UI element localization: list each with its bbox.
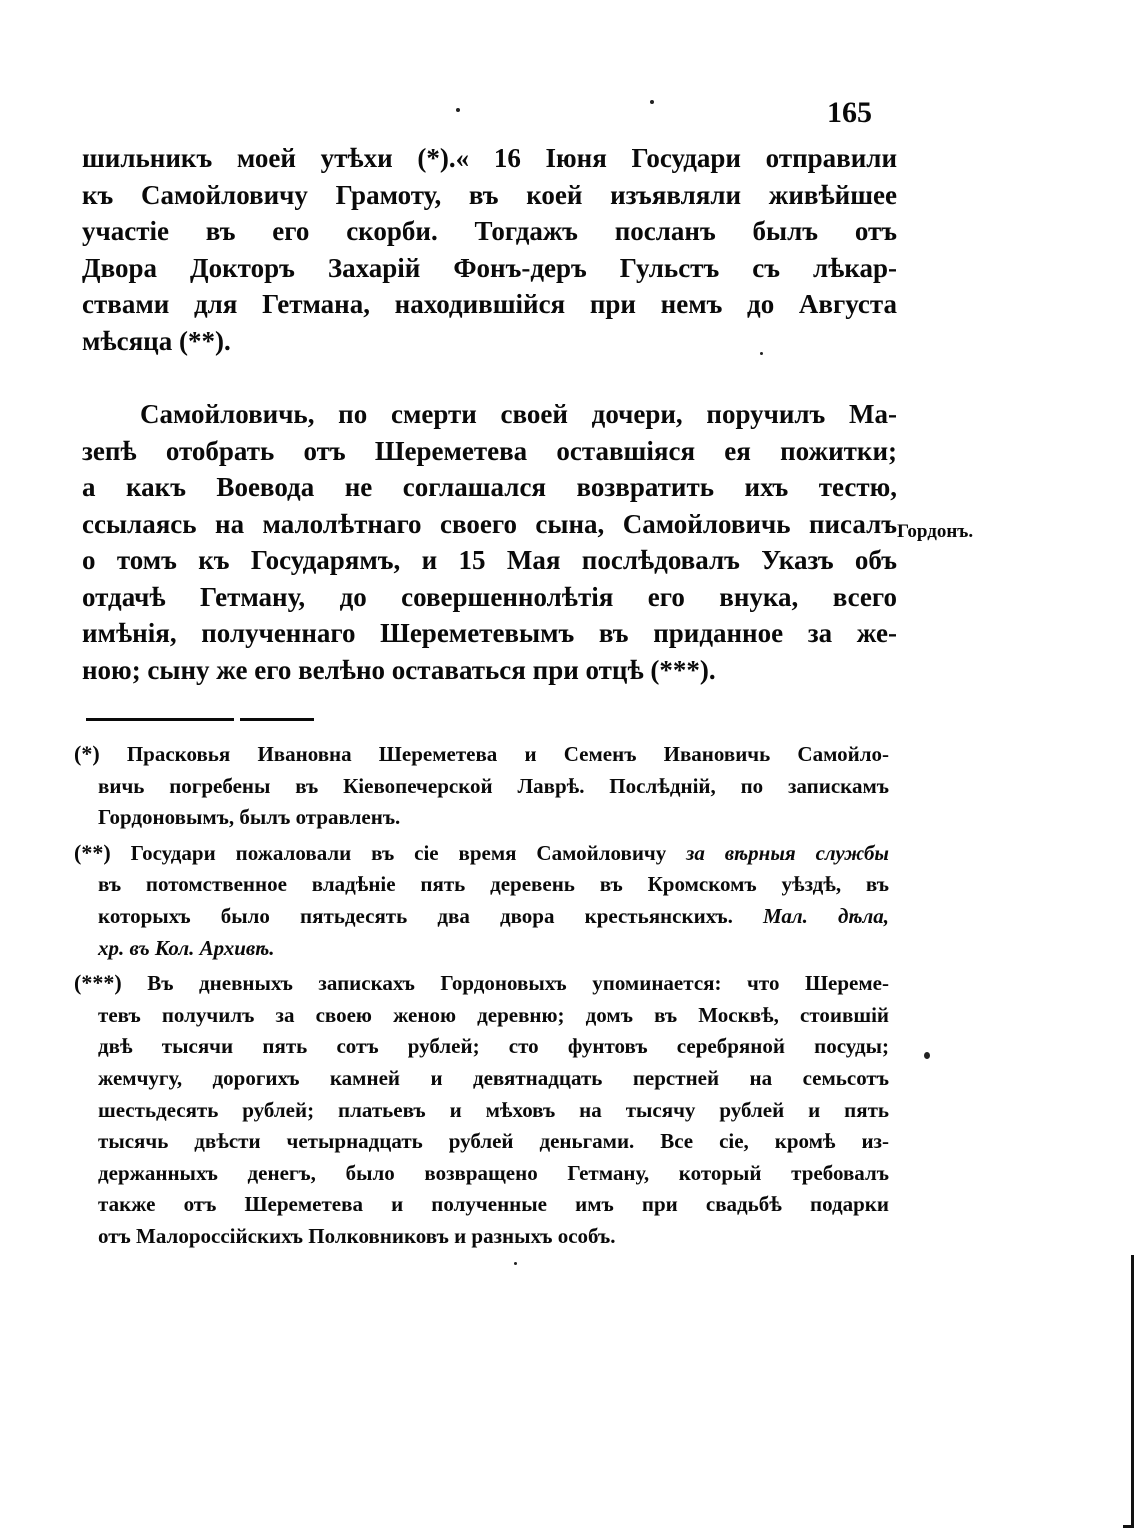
footnote-2 — [74, 837, 889, 964]
text-line: отдачѣ Гетману, до совершеннолѣтія его внука, всего — [82, 581, 897, 612]
text-line: имѣнія, полученнаго Шереметевымъ въ приданное за же- — [82, 618, 897, 648]
footnote-line: (*) Прасковья Ивановна Шереметева и Семенъ Ивановичь Самойло- — [74, 741, 889, 766]
text-line: ною; сыну же его велѣно оставаться при отцѣ (***). — [82, 654, 716, 685]
footnote-marker: (*) — [74, 741, 100, 766]
text-line: Самойловичь, по смерти своей дочери, поручилъ Ма- — [140, 399, 897, 429]
footnote-marker: (***) — [74, 970, 122, 996]
footnote-1 — [74, 738, 889, 834]
ink-speck — [924, 1052, 930, 1059]
footnote-line: хр. въ Кол. Архивѣ. — [98, 935, 275, 960]
text-line: участіе въ его скорби. Тогдажъ посланъ былъ отъ — [82, 216, 897, 246]
text-line: шильникъ моей утѣхи (*).« 16 Іюня Государи отправили — [82, 143, 897, 173]
ink-speck — [760, 352, 763, 355]
footnotes — [74, 738, 889, 1256]
footnote-line: (**) Государи пожаловали въ сіе время Самойловичу за вѣрныя службы — [74, 839, 889, 865]
text-line: о томъ къ Государямъ, и 15 Мая послѣдовалъ Указъ объ — [82, 545, 897, 575]
text-line: Двора Докторъ Захарій Фонъ-деръ Гульстъ съ лѣкар- — [82, 252, 897, 283]
footnote-line: двѣ тысячи пять сотъ рублей; сто фунтовъ серебряной посуды; — [98, 1034, 889, 1059]
ink-speck — [514, 1262, 517, 1265]
margin-note: Гордонъ. — [897, 521, 974, 542]
ink-speck — [456, 108, 460, 112]
ink-speck — [650, 100, 654, 104]
footnote-line: тысячь двѣсти четырнадцать рублей деньгами. Все сіе, кромѣ из- — [98, 1129, 889, 1154]
footnote-line: шестьдесять рублей; платьевъ и мѣховъ на тысячу рублей и пять — [98, 1097, 889, 1122]
text-line: ссылаясь на малолѣтнаго своего сына, Самойловичь писалъ — [82, 508, 897, 539]
footnote-line: которыхъ было пятьдесять два двора крестьянскихъ. Мал. дѣла, — [98, 903, 890, 928]
text-line: зепѣ отобрать отъ Шереметева оставшіяся ея пожитки; — [82, 435, 897, 466]
footnote-line: держанныхъ денегъ, было возвращено Гетману, который требовалъ — [98, 1160, 889, 1185]
text-line: мѣсяца (**). — [82, 325, 231, 356]
footnote-3 — [74, 967, 889, 1252]
paragraph-2 — [82, 396, 897, 688]
footnote-line: Гордоновымъ, былъ отравленъ. — [98, 805, 401, 830]
footnote-line: жемчугу, дорогихъ камней и девятнадцать перстней на семьсотъ — [98, 1065, 889, 1090]
page-number: 165 — [827, 96, 872, 129]
footnote-line: тевъ получилъ за своею женою деревню; домъ въ Москвѣ, стоившій — [98, 1002, 889, 1027]
text-line: ствами для Гетмана, находившійся при немъ до Августа — [82, 289, 897, 319]
footnote-line: въ потомственное владѣніе пять деревень въ Кромскомъ уѣздѣ, въ — [98, 872, 889, 897]
text-line: къ Самойловичу Грамоту, въ коей изъявляли живѣйшее — [82, 179, 897, 210]
footnote-divider — [86, 718, 314, 721]
paragraph-1 — [82, 140, 897, 359]
footnote-line: (***) Въ дневныхъ запискахъ Гордоновыхъ упоминается: что Шереме- — [74, 970, 889, 996]
footnote-marker: (**) — [74, 839, 111, 865]
footnote-line: также отъ Шереметева и полученные имъ при свадьбѣ подарки — [98, 1192, 889, 1217]
text-line: а какъ Воевода не соглашался возвратить ихъ тестю, — [82, 472, 897, 502]
footnote-line: отъ Малороссійскихъ Полковниковъ и разныхъ особъ. — [98, 1223, 616, 1248]
page-edge — [1123, 1255, 1134, 1528]
footnote-line: вичь погребены въ Кіевопечерской Лаврѣ. Послѣдній, по запискамъ — [98, 773, 889, 798]
